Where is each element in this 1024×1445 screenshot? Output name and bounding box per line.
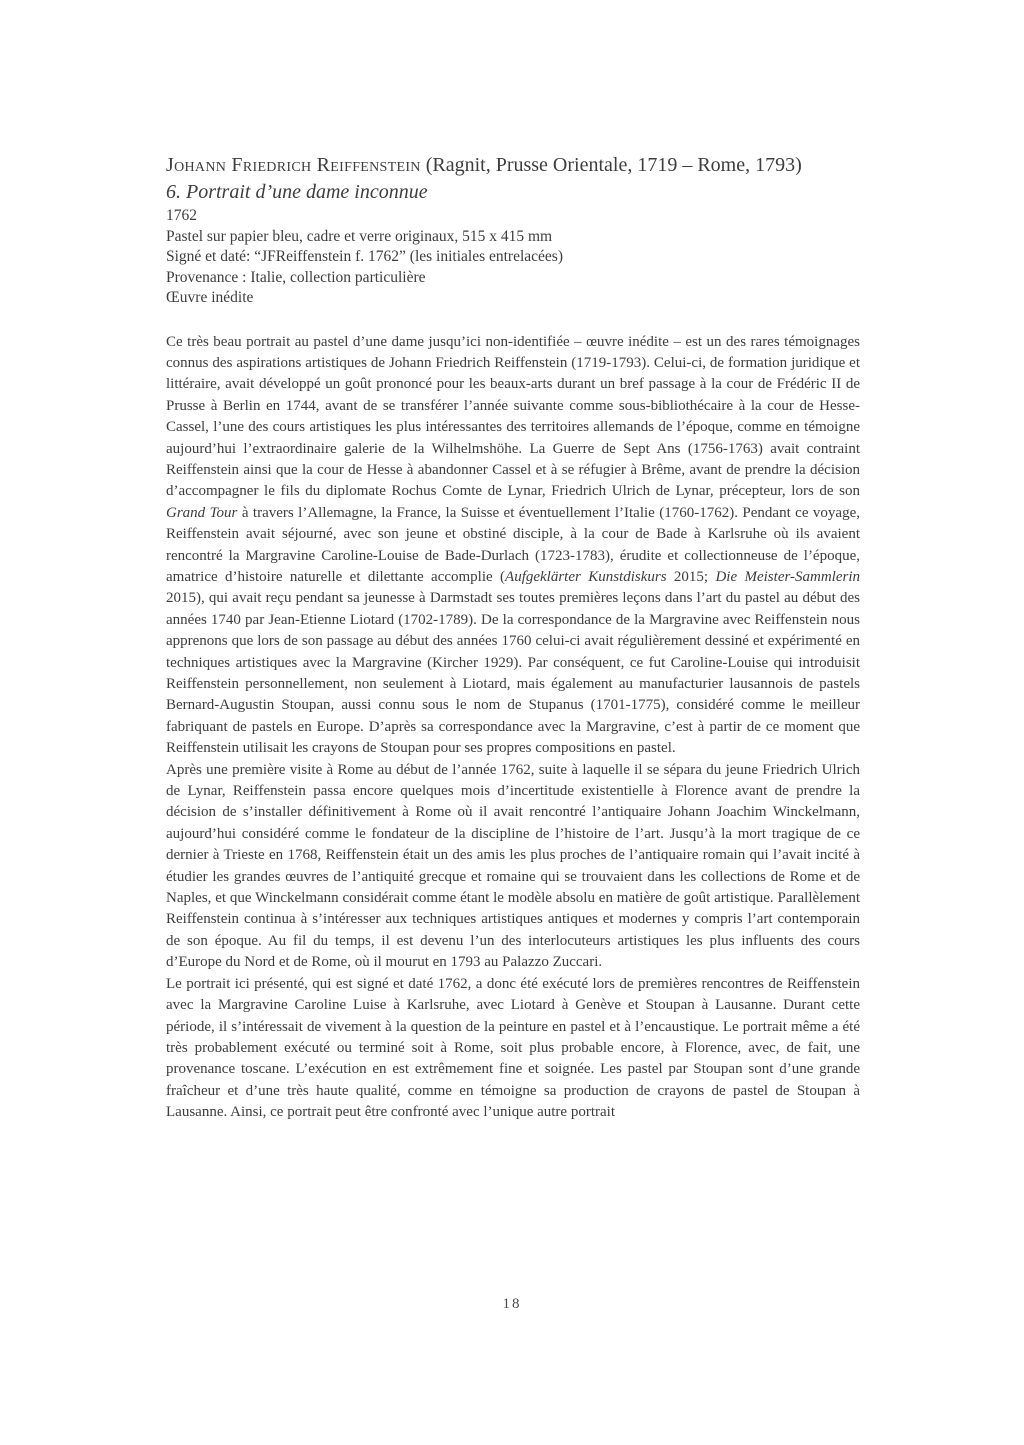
italic-text-run: Aufgeklärter Kunstdiskurs: [505, 568, 667, 585]
text-block: [166, 152, 860, 1124]
text-run: Après une première visite à Rome au début de l’année 1762, suite à laquelle il se sépara du jeune Friedrich Ulrich de Lynar, Reiffenstein passa encore quelques mois d’incertitude existentielle à Florence avant de prendre la décision de s’installer définitivement à Rome où il avait rencontré l’antiquaire Johann Joachim Winckelmann, aujourd’hui considéré comme le fondateur de la discipline de l’histoire de l’art. Jusqu’à la mort tragique de ce dernier à Trieste en 1768, Reiffenstein était un des amis les plus proches de l’antiquaire romain qui l’avait incité à étudier les grandes œuvres de l’antiquité grecque et romaine qui se trouvaient dans les collections de Rome et de Naples, et que Winckelmann considérait comme étant le modèle absolu en matière de goût artistique. Parallèlement Reiffenstein continua à s’intéresser aux techniques artistiques antiques et modernes y compris l’art contemporain de son époque. Au fil du temps, il est devenu l’un des interlocuteurs artistiques les plus influents des cours d’Europe du Nord et de Rome, où il mourut en 1793 au Palazzo Zuccari.: [166, 761, 860, 971]
paragraph: [166, 974, 860, 1124]
body-text: [166, 332, 860, 1124]
work-date: 1762: [166, 207, 197, 224]
artist-heading: [166, 152, 860, 179]
work-signature: Signé et daté: “JFReiffenstein f. 1762” (les initiales entrelacées): [166, 248, 563, 265]
text-run: à travers l’Allemagne, la France, la Suisse et éventuellement l’Italie (1760-1762). Pendant ce voyage, Reiffenstein avait séjourné, avec son jeune et obstiné disciple, à la cour de Bade à Karlsruhe où ils avaient rencontré la Margravine Caroline-Louise de Bade-Durlach (1723-1783), érudite et collectionneuse de l’époque, amatrice d’histoire naturelle et dilettante accomplie (: [166, 504, 860, 585]
page-number: 18: [502, 1296, 522, 1312]
artist-life-details: (Ragnit, Prusse Orientale, 1719 – Rome, 1793): [420, 154, 802, 176]
text-run: 2015;: [666, 568, 716, 585]
text-run: Ce très beau portrait au pastel d’une dame jusqu’ici non-identifiée – œuvre inédite – est un des rares témoignages connus des aspirations artistiques de Johann Friedrich Reiffenstein (1719-1793). Celui-ci, de formation juridique et littéraire, avait développé un goût prononcé pour les beaux-arts durant un bref passage à la cour de Frédéric II de Prusse à Berlin en 1744, avant de se transférer l’année suivante comme sous-bibliothécaire à la cour de Hesse-Cassel, l’une des cours artistiques les plus intéressantes des territoires allemands de l’époque, comme en témoigne aujourd’hui l’extraordinaire galerie de la Wilhelmshöhe. La Guerre de Sept Ans (1756-1763) avait contraint Reiffenstein ainsi que la cour de Hesse à abandonner Cassel et à se réfugier à Brême, avant de prendre la décision d’accompagner le fils du diplomate Rochus Comte de Lynar, Friedrich Ulrich de Lynar, précepteur, lors de son: [166, 333, 860, 500]
paragraph: [166, 332, 860, 760]
work-title: 6. Portrait d’une dame inconnue: [166, 181, 428, 203]
text-run: 2015), qui avait reçu pendant sa jeunesse à Darmstadt ses toutes premières leçons dans l’art du pastel au début des années 1740 par Jean-Etienne Liotard (1702-1789). De la correspondance de la Margravine avec Reiffenstein nous apprenons que lors de son passage au début des années 1760 celui-ci avait régulièrement dessiné et expérimenté en techniques artistiques avec la Margravine (Kircher 1929). Par conséquent, ce fut Caroline-Louise qui introduisit Reiffenstein personnellement, non seulement à Liotard, mais également au manufacturier lausannois de pastels Bernard-Augustin Stoupan, aussi connu sous le nom de Stupanus (1701-1775), considéré comme le meilleur fabriquant de pastels en Europe. D’après sa correspondance avec la Margravine, c’est à partir de ce moment que Reiffenstein utilisait les crayons de Stoupan pour ses propres compositions en pastel.: [166, 590, 860, 757]
text-run: Le portrait ici présenté, qui est signé et daté 1762, a donc été exécuté lors de premières rencontres de Reiffenstein avec la Margravine Caroline Luise à Karlsruhe, avec Liotard à Genève et Stoupan à Lausanne. Durant cette période, il s’intéressait de vivement à la question de la peinture en pastel et à l’encaustique. Le portrait même a été très probablement exécuté ou terminé soit à Rome, soit plus probable encore, à Florence, avec, de fait, une provenance toscane. L’exécution en est extrêmement fine et soignée. Les pastel par Stoupan sont d’une grande fraîcheur et d’une très haute qualité, comme en témoigne sa production de crayons de pastel de Stoupan à Lausanne. Ainsi, ce portrait peut être confronté avec l’unique autre portrait: [166, 975, 860, 1121]
italic-text-run: Grand Tour: [166, 504, 238, 521]
italic-text-run: Die Meister-Sammlerin: [715, 568, 860, 585]
work-status: Œuvre inédite: [166, 289, 254, 306]
paragraph: [166, 760, 860, 974]
artist-name: Johann Friedrich Reiffenstein: [166, 154, 421, 176]
work-provenance: Provenance : Italie, collection particulière: [166, 268, 426, 286]
work-medium: Pastel sur papier bleu, cadre et verre originaux, 515 x 415 mm: [166, 227, 553, 245]
